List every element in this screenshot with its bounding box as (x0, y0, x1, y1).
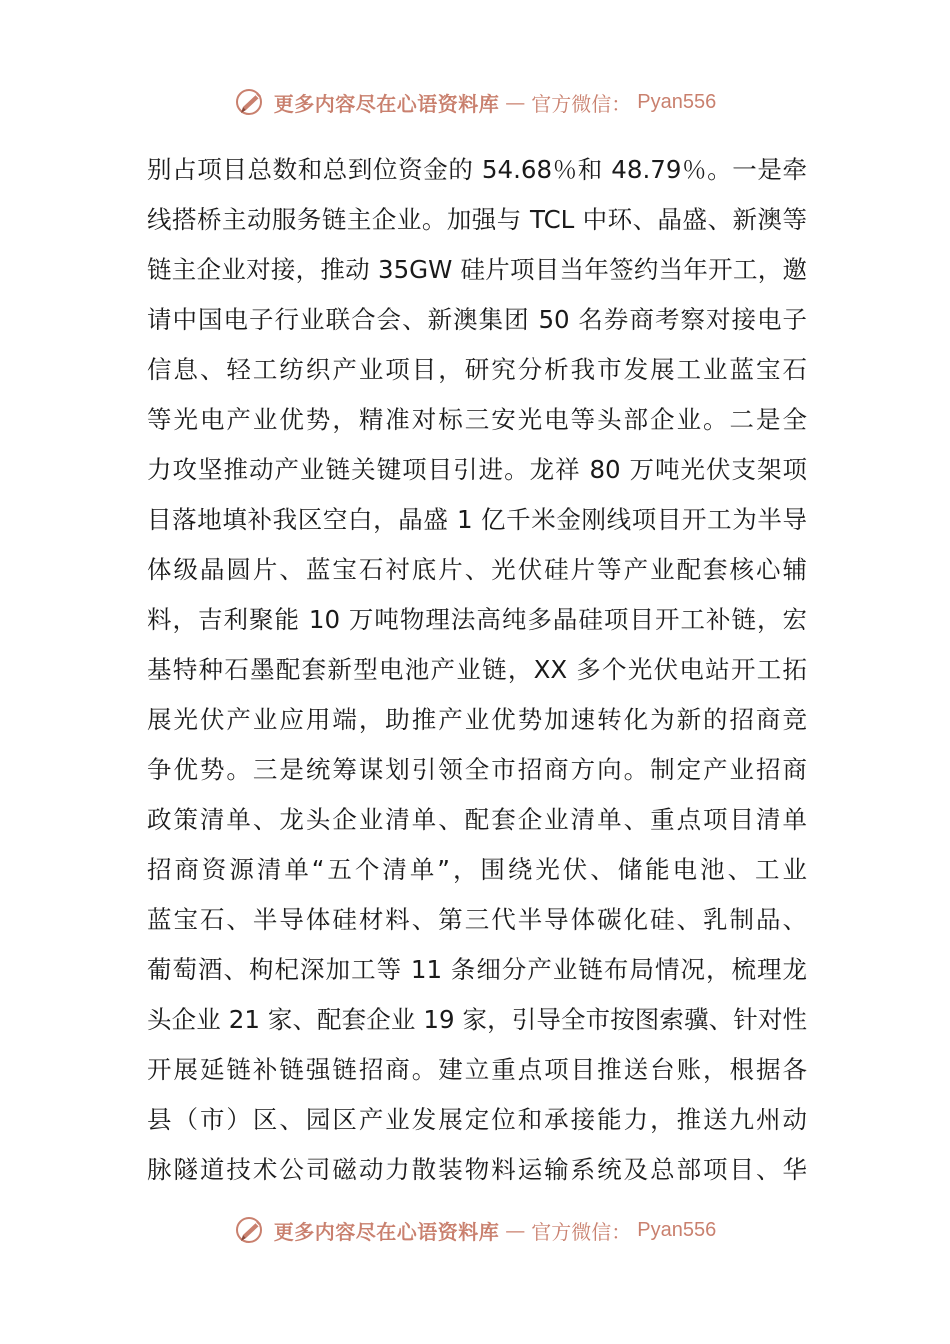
text-line: 链主企业对接，推动 35GW 硅片项目当年签约当年开工，邀 (147, 255, 807, 284)
pen-logo-icon (234, 1213, 268, 1247)
text-line: 别占项目总数和总到位资金的 54.68％和 48.79％。一是牵 (147, 155, 807, 184)
text-line: 政策清单、龙头企业清单、配套企业清单、重点项目清单 (147, 805, 807, 834)
footer-watermark (0, 1210, 950, 1250)
text-line: 头企业 21 家、配套企业 19 家，引导全市按图索骥、针对性 (147, 1005, 807, 1034)
text-line: 信息、轻工纺织产业项目，研究分析我市发展工业蓝宝石 (147, 355, 807, 384)
text-line: 请中国电子行业联合会、新澳集团 50 名券商考察对接电子 (147, 305, 807, 334)
text-line: 力攻坚推动产业链关键项目引进。龙祥 80 万吨光伏支架项 (147, 455, 807, 484)
text-line: 脉隧道技术公司磁动力散装物料运输系统及总部项目、华 (147, 1155, 807, 1184)
text-line: 目落地填补我区空白，晶盛 1 亿千米金刚线项目开工为半导 (147, 505, 807, 534)
text-line: 开展延链补链强链招商。建立重点项目推送台账，根据各 (147, 1055, 807, 1084)
text-line: 线搭桥主动服务链主企业。加强与 TCL 中环、晶盛、新澳等 (147, 205, 807, 234)
watermark-dash: — (505, 90, 526, 114)
header-watermark (0, 82, 950, 122)
pen-logo-icon (234, 85, 268, 119)
document-body (147, 145, 807, 1195)
text-line: 料，吉利聚能 10 万吨物理法高纯多晶硅项目开工补链，宏 (147, 605, 807, 634)
text-line: 基特种石墨配套新型电池产业链，XX 多个光伏电站开工拓 (147, 655, 807, 684)
text-line: 葡萄酒、枸杞深加工等 11 条细分产业链布局情况，梳理龙 (147, 955, 807, 984)
text-line: 体级晶圆片、蓝宝石衬底片、光伏硅片等产业配套核心辅 (147, 555, 807, 584)
text-line: 争优势。三是统筹谋划引领全市招商方向。制定产业招商 (147, 755, 807, 784)
watermark-contact-label: 官方微信： (531, 1219, 632, 1244)
text-line: 县（市）区、园区产业发展定位和承接能力，推送九州动 (147, 1105, 807, 1134)
text-line: 展光伏产业应用端，助推产业优势加速转化为新的招商竞 (147, 705, 807, 734)
watermark-contact-id: Pyan556 (637, 90, 717, 113)
watermark-text: 更多内容尽在心语资料库 (273, 1219, 500, 1244)
text-line: 蓝宝石、半导体硅材料、第三代半导体碳化硅、乳制品、 (147, 905, 807, 934)
watermark-dash: — (505, 1218, 526, 1242)
text-line: 等光电产业优势，精准对标三安光电等头部企业。二是全 (147, 405, 807, 434)
watermark-contact-label: 官方微信： (531, 91, 632, 116)
watermark-text: 更多内容尽在心语资料库 (273, 91, 500, 116)
text-line: 招商资源清单“五个清单”，围绕光伏、储能电池、工业 (147, 855, 807, 884)
watermark-contact-id: Pyan556 (637, 1218, 717, 1241)
